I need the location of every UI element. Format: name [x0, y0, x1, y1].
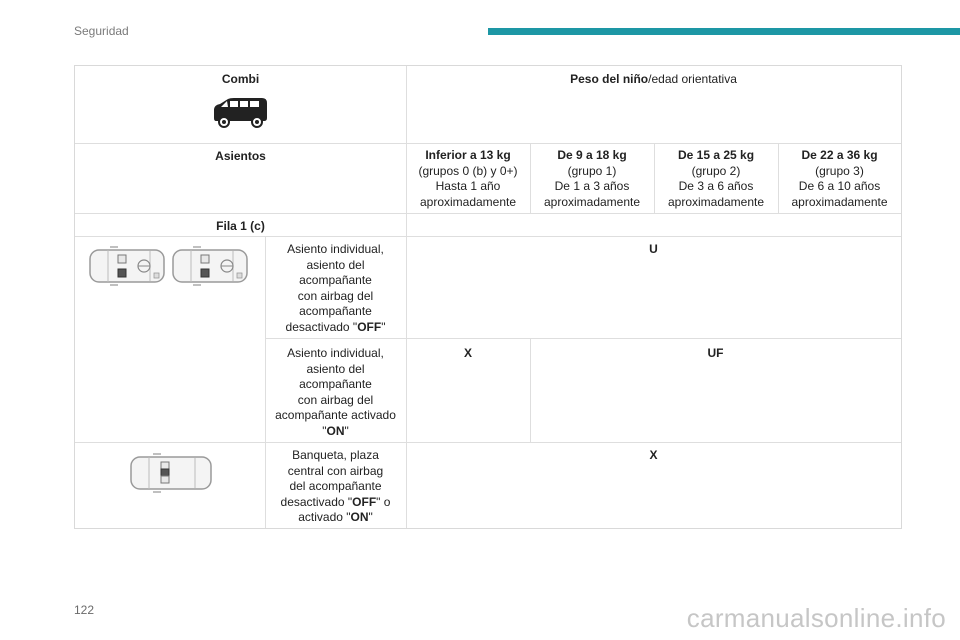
desc-line: central con airbag	[287, 463, 384, 478]
group-line: Hasta 1 año	[435, 179, 501, 193]
car-bench-top-view-icon	[129, 453, 213, 498]
text-part: desactivado "	[280, 494, 353, 509]
desc-line	[265, 320, 406, 336]
car-top-view-icon	[88, 244, 168, 293]
desc-line: asiento del	[306, 257, 365, 272]
group-weight: Inferior a 13 kg	[425, 148, 511, 162]
seat-description	[265, 242, 406, 335]
text-part: activado "	[298, 510, 351, 524]
group-line: (grupo 3)	[815, 163, 864, 178]
group-weight: De 22 a 36 kg	[801, 148, 878, 162]
group-line: De 1 a 3 años	[554, 179, 630, 193]
airbag-state: ON	[326, 423, 345, 438]
divider	[75, 442, 901, 443]
group-col-0	[406, 148, 530, 210]
text-part: " o	[376, 494, 391, 509]
text-part: "	[368, 510, 373, 524]
seats-label: Asientos	[215, 149, 266, 163]
group-col-3	[778, 148, 901, 210]
page-number: 122	[74, 603, 95, 617]
group-weight: De 9 a 18 kg	[557, 148, 627, 162]
group-col-2	[654, 148, 778, 210]
divider	[75, 213, 901, 214]
airbag-state: OFF	[352, 494, 377, 509]
desc-line: con airbag del	[297, 288, 374, 303]
weight-header-rest: /edad orientativa	[648, 72, 737, 86]
desc-line	[265, 495, 406, 511]
desc-line: acompañante	[299, 273, 372, 287]
group-line: (grupos 0 (b) y 0+)	[418, 163, 518, 178]
row-label: Fila 1 (c)	[216, 219, 265, 233]
compat-value: X	[463, 346, 472, 360]
desc-line: Asiento individual,	[287, 242, 384, 256]
group-line: aproximadamente	[791, 194, 888, 209]
desc-line: Asiento individual,	[287, 346, 384, 360]
group-weight: De 15 a 25 kg	[677, 148, 755, 162]
divider	[406, 236, 407, 528]
group-line: (grupo 1)	[567, 163, 617, 178]
seat-description	[265, 346, 406, 439]
group-line: aproximadamente	[667, 194, 765, 209]
airbag-state: ON	[350, 510, 369, 524]
section-accent-bar	[488, 28, 960, 35]
desc-line	[265, 510, 406, 526]
group-line: De 6 a 10 años	[798, 179, 881, 193]
vehicle-label: Combi	[221, 72, 260, 86]
text-part: "	[381, 319, 386, 334]
compat-value: U	[649, 242, 658, 256]
group-col-1	[530, 148, 654, 210]
text-part: desactivado "	[285, 319, 358, 334]
watermark: carmanualsonline.info	[686, 603, 946, 633]
weight-header-bold: Peso del niño	[570, 72, 649, 86]
desc-line: con airbag del	[297, 392, 374, 407]
airbag-state: OFF	[357, 319, 382, 334]
group-line: aproximadamente	[543, 194, 641, 209]
group-line: De 3 a 6 años	[678, 179, 754, 193]
child-seat-table	[74, 65, 902, 529]
compat-value: UF	[707, 346, 724, 360]
desc-line: acompañante	[299, 304, 372, 318]
seat-description	[265, 448, 406, 526]
text-part: "	[322, 423, 327, 438]
desc-line: acompañante	[299, 377, 372, 391]
group-line: aproximadamente	[419, 194, 517, 209]
section-title: Seguridad	[74, 24, 129, 38]
group-line: (grupo 2)	[691, 163, 741, 178]
desc-line	[265, 424, 406, 440]
desc-line: del acompañante	[289, 479, 382, 493]
car-top-view-icon	[171, 244, 251, 293]
desc-line: asiento del	[306, 361, 365, 376]
divider	[265, 338, 901, 339]
desc-line: Banqueta, plaza	[292, 448, 379, 462]
divider	[75, 236, 901, 237]
compat-value: X	[649, 448, 658, 462]
van-icon	[210, 96, 270, 133]
desc-line: acompañante activado	[275, 408, 396, 422]
weight-header	[406, 72, 901, 88]
text-part: "	[344, 423, 349, 438]
